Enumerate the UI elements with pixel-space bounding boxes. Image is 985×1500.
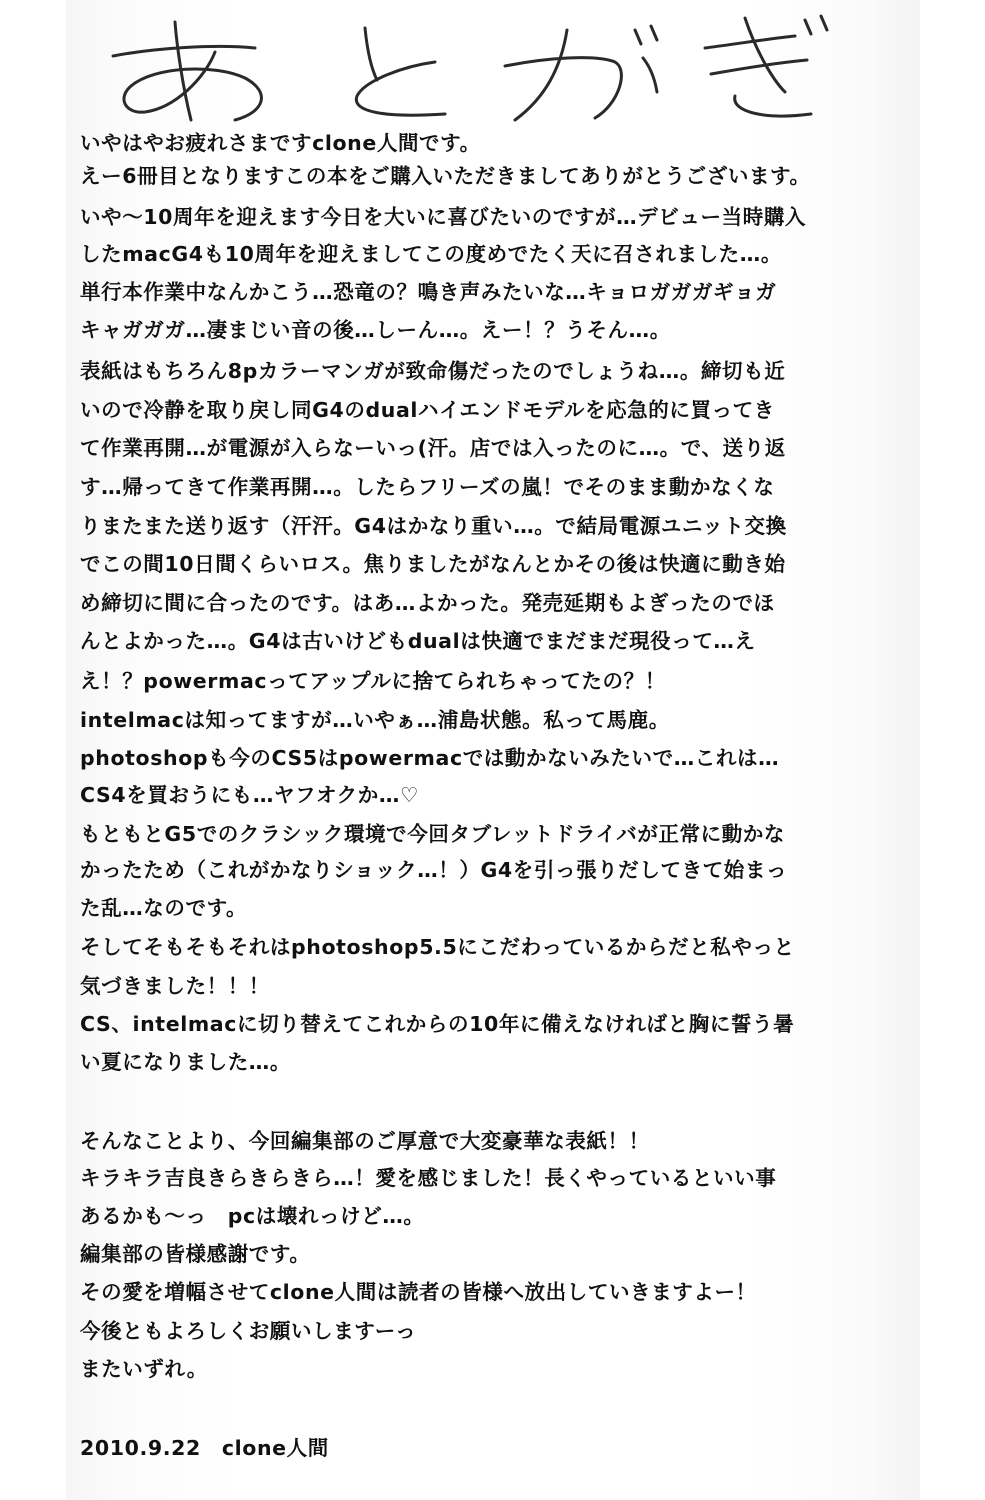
text-line: 表紙はもちろん8pカラーマンガが致命傷だったのでしょうね…。締切も近 [80,359,786,383]
text-line: いので冷静を取り戻し同G4のdualハイエンドモデルを応急的に買ってき [80,398,775,422]
text-line: え！？powermacってアップルに捨てられちゃってたの？！ [80,669,666,693]
text-line: またいずれ。 [80,1357,208,1381]
text-line: め締切に間に合ったのです。はあ…よかった。発売延期もよぎったのでほ [80,591,775,615]
text-line: 単行本作業中なんかこう…恐竜の？鳴き声みたいな…キョロガガガギョガ [80,280,777,304]
text-line: す…帰ってきて作業再開…。したらフリーズの嵐！でそのまま動かなくな [80,475,775,499]
text-line: かったため（これがかなりショック…！）G4を引っ張りだしてきて始まっ [80,858,788,882]
text-line: CS、intelmacに切り替えてこれからの10年に備えなければと胸に誓う暑 [80,1012,795,1036]
text-line: んとよかった…。G4は古いけどもdualは快適でまだまだ現役って…え [80,629,756,653]
text-line: た乱…なのです。 [80,896,248,920]
signature-date-line: 2010.9.22 clone人間 [80,1436,329,1460]
text-line: したmacG4も10周年を迎えましてこの度めでたく天に召されました…。 [80,242,782,266]
text-line: 編集部の皆様感謝です。 [80,1242,311,1266]
text-line: intelmacは知ってますが…いやぁ…浦島状態。私って馬鹿。 [80,708,670,732]
text-line: いや～10周年を迎えます今日を大いに喜びたいのですが…デビュー当時購入 [80,205,807,229]
text-line: い夏になりました…。 [80,1050,291,1074]
text-line: 気づきました！！！ [80,974,270,998]
text-line: いやはやお疲れさまですclone人間です。 [80,131,481,155]
text-line: そんなことより、今回編集部のご厚意で大変豪華な表紙！！ [80,1129,650,1153]
text-line: もともとG5でのクラシック環境で今回タブレットドライバが正常に動かな [80,822,786,846]
text-line: て作業再開…が電源が入らなーいっ(汗。店では入ったのに…。で、送り返 [80,436,786,460]
text-line: りまたまた送り返す（汗汗。G4はかなり重い…。で結局電源ユニット交換 [80,514,787,538]
text-line: えー6冊目となりますこの本をご購入いただきましてありがとうございます。 [80,164,811,188]
text-line: キャガガガ…凄まじい音の後…しーん…。えー！？うそん…。 [80,318,671,342]
text-line: 今後ともよろしくお願いしますーっ [80,1319,417,1343]
text-line: でこの間10日間くらいロス。焦りましたがなんとかその後は快適に動き始 [80,552,786,576]
text-line: その愛を増幅させてclone人間は読者の皆様へ放出していきますよー！ [80,1280,757,1304]
text-line: photoshopも今のCS5はpowermacでは動かないみたいで…これは… [80,746,780,770]
text-line: あるかも～っ pcは壊れっけど…。 [80,1204,425,1228]
text-line: キラキラ吉良きらきらきら…！愛を感じました！長くやっているといい事 [80,1166,777,1190]
text-line: CS4を買おうにも…ヤフオクか…♡ [80,783,419,807]
text-line: そしてそもそもそれはphotoshop5.5にこだわっているからだと私やっと [80,935,795,959]
